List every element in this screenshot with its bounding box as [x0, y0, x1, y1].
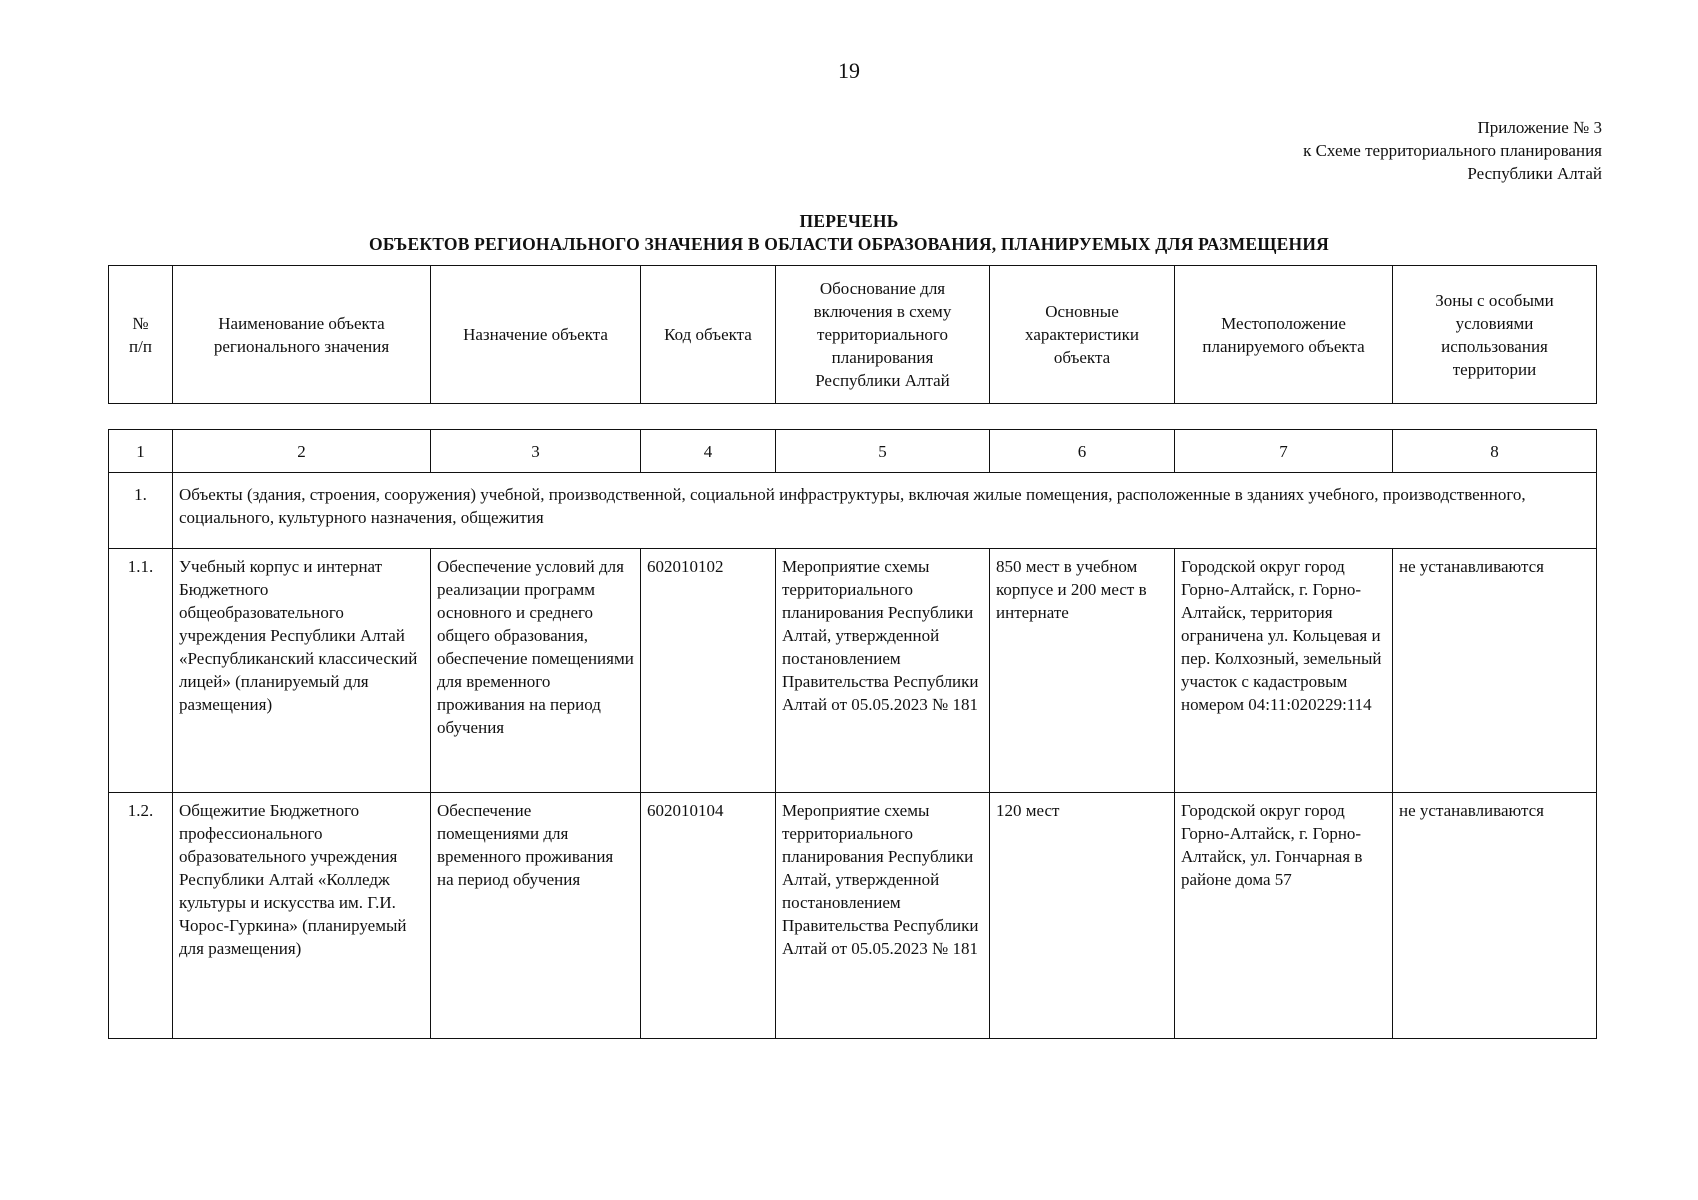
column-number-cell: 5 — [776, 430, 990, 473]
column-number-cell: 7 — [1175, 430, 1393, 473]
header-code: Код объекта — [641, 266, 776, 404]
header-zones-line-4: территории — [1452, 359, 1537, 379]
header-characteristics — [990, 266, 1175, 404]
appendix-line-3: Республики Алтай — [1467, 164, 1602, 183]
object-name: Учебный корпус и интернат Бюджетного общеобразовательного учреждения Республики Алтай «Республиканский классический лицей» (планируемый для размещения) — [173, 549, 431, 793]
header-basis-line-5: Республики Алтай — [815, 371, 950, 390]
header-zones-line-1: Зоны с особыми — [1435, 290, 1554, 310]
title-line-2: ОБЪЕКТОВ РЕГИОНАЛЬНОГО ЗНАЧЕНИЯ В ОБЛАСТИ ОБРАЗОВАНИЯ, ПЛАНИРУЕМЫХ ДЛЯ РАЗМЕЩЕНИЯ — [369, 234, 1329, 254]
column-number-cell: 4 — [641, 430, 776, 473]
header-location — [1175, 266, 1393, 404]
header-characteristics-line-1: Основные — [1045, 302, 1119, 321]
header-purpose: Назначение объекта — [431, 266, 641, 404]
object-zones: не устанавливаются — [1393, 549, 1597, 793]
object-purpose: Обеспечение условий для реализации программ основного и среднего общего образования, обеспечение помещениями для временного проживания на период обучения — [431, 549, 641, 793]
column-number-cell: 8 — [1393, 430, 1597, 473]
object-location: Городской округ город Горно-Алтайск, г. Горно-Алтайск, территория ограничена ул. Кольцевая и пер. Колхозный, земельный участок с кадастровым номером 04:11:020229:114 — [1175, 549, 1393, 793]
object-characteristics: 120 мест — [990, 793, 1175, 1039]
header-characteristics-line-3: объекта — [1053, 348, 1111, 367]
table-row — [109, 549, 1597, 793]
object-basis: Мероприятие схемы территориального планирования Республики Алтай, утвержденной постановлением Правительства Республики Алтай от 05.05.2023 № 181 — [776, 549, 990, 793]
object-code: 602010102 — [641, 549, 776, 793]
section-title: Объекты (здания, строения, сооружения) учебной, производственной, социальной инфраструктуры, включая жилые помещения, расположенные в зданиях учебного, производственного, социального, культурного назначения, общежития — [173, 473, 1597, 549]
appendix-line-1: Приложение № 3 — [1477, 118, 1602, 137]
header-zones-line-2: условиями — [1455, 313, 1534, 333]
column-number-row — [109, 430, 1597, 473]
column-number-cell: 1 — [109, 430, 173, 473]
header-name-line-1: Наименование объекта — [218, 313, 385, 333]
column-number-cell: 6 — [990, 430, 1175, 473]
column-number-cell: 3 — [431, 430, 641, 473]
object-code: 602010104 — [641, 793, 776, 1039]
object-zones: не устанавливаются — [1393, 793, 1597, 1039]
object-location: Городской округ город Горно-Алтайск, г. Горно-Алтайск, ул. Гончарная в районе дома 57 — [1175, 793, 1393, 1039]
header-number-line-1: № — [132, 313, 149, 333]
header-location-line-2: планируемого объекта — [1202, 336, 1365, 356]
header-basis-line-1: Обоснование для — [819, 279, 946, 298]
header-number — [109, 266, 173, 404]
header-name-line-2: регионального значения — [213, 336, 390, 356]
row-number: 1.2. — [109, 793, 173, 1039]
table-header — [108, 265, 1597, 404]
header-zones-line-3: использования — [1441, 336, 1548, 356]
object-purpose: Обеспечение помещениями для временного проживания на период обучения — [431, 793, 641, 1039]
header-characteristics-line-2: характеристики — [1025, 325, 1139, 344]
section-row — [109, 473, 1597, 549]
header-basis — [776, 266, 990, 404]
document-title — [0, 210, 1698, 256]
object-name: Общежитие Бюджетного профессионального образовательного учреждения Республики Алтай «Колледж культуры и искусства им. Г.И. Чорос-Гуркина» (планируемый для размещения) — [173, 793, 431, 1039]
section-number: 1. — [109, 473, 173, 549]
header-number-line-2: п/п — [129, 336, 152, 356]
appendix-line-2: к Схеме территориального планирования — [1303, 141, 1602, 160]
header-zones — [1393, 266, 1597, 404]
table-body — [108, 429, 1597, 1039]
appendix-note — [1303, 116, 1602, 185]
row-number: 1.1. — [109, 549, 173, 793]
header-basis-line-2: включения в схему — [813, 302, 952, 321]
header-basis-line-4: планирования — [831, 348, 934, 367]
header-location-line-1: Местоположение — [1221, 313, 1346, 333]
object-characteristics: 850 мест в учебном корпусе и 200 мест в интернате — [990, 549, 1175, 793]
page-number: 19 — [838, 58, 860, 83]
table-row — [109, 793, 1597, 1039]
title-line-1: ПЕРЕЧЕНЬ — [799, 211, 899, 231]
header-name — [173, 266, 431, 404]
column-number-cell: 2 — [173, 430, 431, 473]
header-basis-line-3: территориального — [817, 325, 948, 344]
object-basis: Мероприятие схемы территориального планирования Республики Алтай, утвержденной постановлением Правительства Республики Алтай от 05.05.2023 № 181 — [776, 793, 990, 1039]
